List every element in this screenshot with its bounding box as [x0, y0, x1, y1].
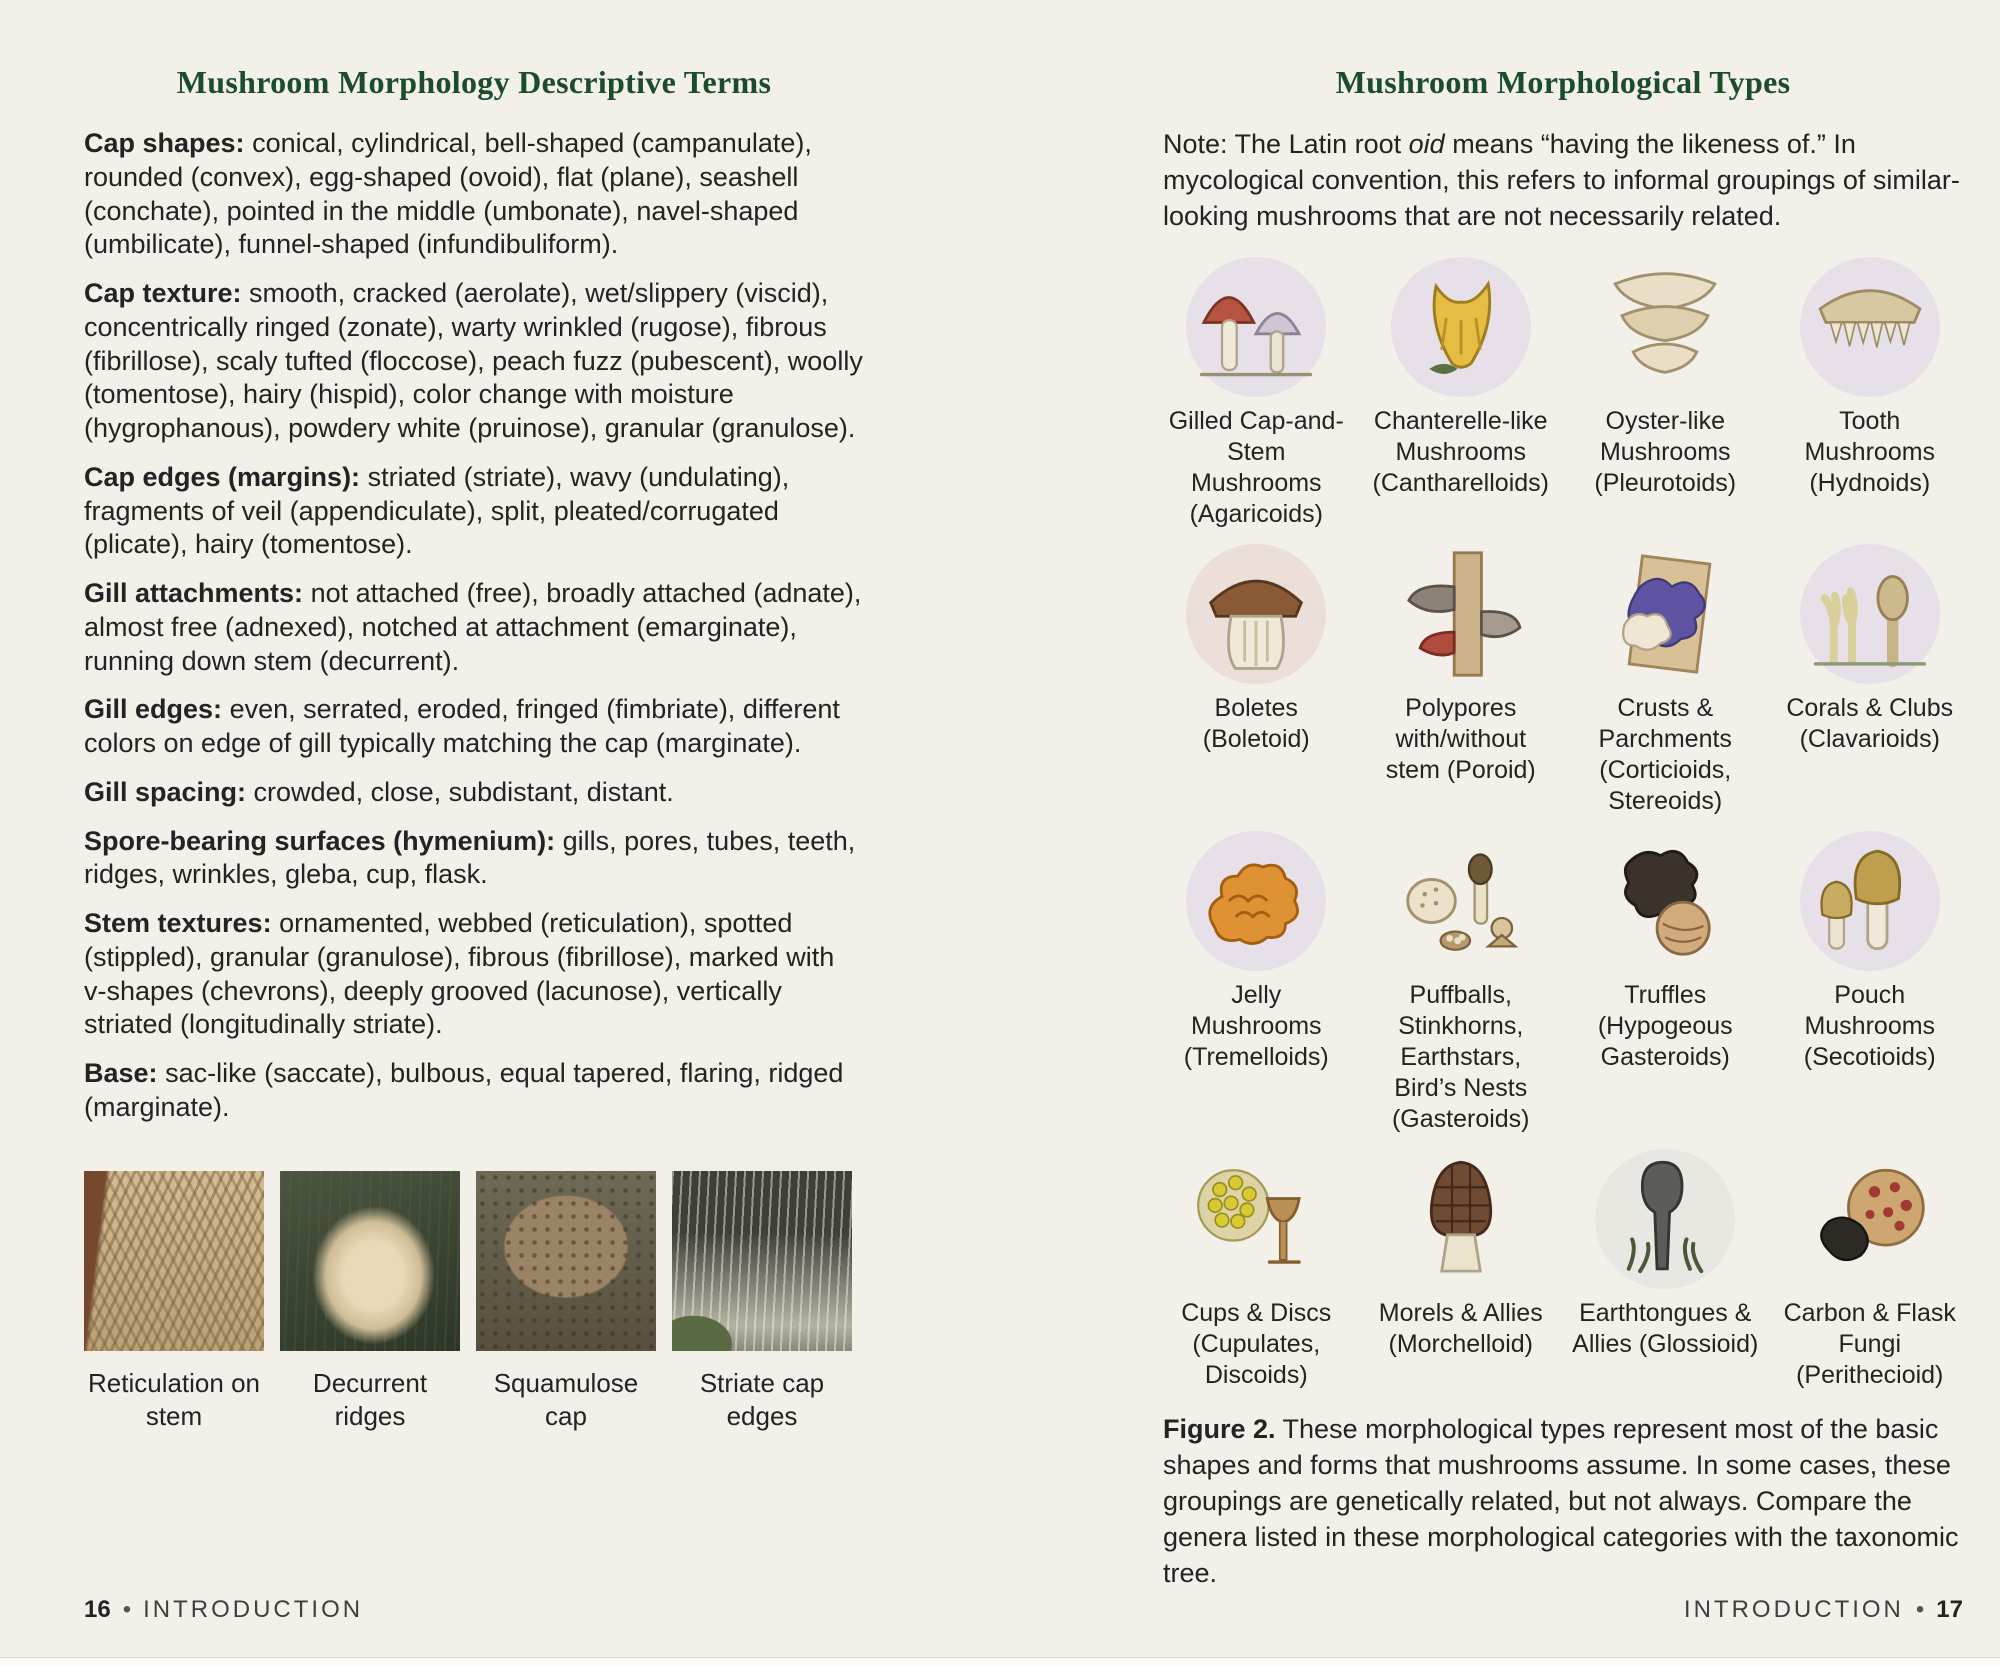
type-cell: [1777, 257, 1964, 530]
tremelloid-illustration: [1188, 833, 1324, 969]
right-page-number: 17: [1936, 1596, 1963, 1623]
illustration-wrap: [1800, 831, 1940, 971]
illustration-wrap: [1595, 257, 1735, 397]
term-item: [84, 1057, 864, 1125]
illustration-wrap: [1186, 831, 1326, 971]
type-caption: Morels & Allies (Morchelloid): [1378, 1298, 1543, 1358]
term-label: Cap shapes:: [84, 128, 245, 158]
note-prefix: Note: The Latin root: [1163, 129, 1409, 159]
type-cell: [1368, 1149, 1555, 1391]
note-italic-term: oid: [1408, 129, 1445, 159]
illustration-wrap: [1391, 831, 1531, 971]
illustration-wrap: [1391, 1149, 1531, 1289]
pleurotoid-illustration: [1597, 259, 1733, 395]
morchelloid-illustration: [1393, 1151, 1529, 1287]
type-caption: Earthtongues & Allies (Glossioid): [1572, 1298, 1759, 1358]
type-cell: [1777, 1149, 1964, 1391]
term-item: [84, 825, 864, 893]
term-text: striated (striate), wavy (undulating), fragments of veil (appendiculate), split, pleated/corrugated (plicate), hairy (tomentose).: [84, 461, 790, 560]
cupulate-illustration: [1188, 1151, 1324, 1287]
illustration-wrap: [1186, 544, 1326, 684]
photo-caption: Striate cap edges: [699, 1367, 825, 1431]
right-footer-section: INTRODUCTION: [1683, 1596, 1904, 1623]
type-cell: [1777, 544, 1964, 817]
type-caption: Truffles (Hypogeous Gasteroids): [1597, 980, 1733, 1071]
agaricoid-illustration: [1188, 259, 1324, 395]
truffle-illustration: [1597, 833, 1733, 969]
figure-text: These morphological types represent most of the basic shapes and forms that mushrooms assume. In some cases, these groupings are genetically related, but not always. Compare the genera listed in these morphological categories with the taxonomic tree.: [1163, 1413, 1959, 1589]
illustration-wrap: [1186, 1149, 1326, 1289]
photo-figure: [476, 1171, 656, 1434]
terms-list: [84, 127, 864, 1125]
term-label: Gill spacing:: [84, 776, 247, 807]
type-cell: [1163, 257, 1350, 530]
type-cell: [1572, 1149, 1759, 1391]
right-page-footer: [1163, 1596, 1963, 1624]
term-item: [84, 127, 864, 262]
figure-caption: [1163, 1411, 1963, 1592]
illustration-wrap: [1186, 257, 1326, 397]
corticioid-illustration: [1597, 546, 1733, 682]
term-text: even, serrated, eroded, fringed (fimbriate), different colors on edge of gill typically matching the cap (marginate).: [84, 694, 840, 758]
illustration-wrap: [1800, 544, 1940, 684]
note-paragraph: [1163, 127, 1963, 235]
squamulose-cap-photo: [476, 1171, 656, 1351]
term-label: Base:: [84, 1058, 158, 1088]
type-cell: [1572, 257, 1759, 530]
term-label: Gill edges:: [84, 694, 223, 725]
photo-caption: Decurrent ridges: [312, 1367, 428, 1431]
type-cell: [1368, 831, 1555, 1135]
type-cell: [1572, 831, 1759, 1135]
type-caption: Jelly Mushrooms (Tremelloids): [1183, 980, 1329, 1071]
gasteroid-illustration: [1393, 833, 1529, 969]
type-cell: [1368, 257, 1555, 530]
term-item: [84, 277, 864, 446]
note-suffix: means “having the likeness of.” In mycological convention, this refers to informal groupings of similar-looking mushrooms that are not necessarily related.: [1163, 129, 1960, 231]
type-caption: Puffballs, Stinkhorns, Earthstars, Bird’s Nests (Gasteroids): [1391, 980, 1530, 1133]
term-item: [84, 776, 864, 810]
type-caption: Gilled Cap-and-Stem Mushrooms (Agaricoids): [1168, 406, 1344, 528]
type-caption: Pouch Mushrooms (Secotioids): [1803, 980, 1936, 1071]
type-caption: Corals & Clubs (Clavarioids): [1786, 693, 1954, 753]
type-caption: Chanterelle-like Mushrooms (Cantharelloids): [1372, 406, 1549, 497]
type-caption: Cups & Discs (Cupulates, Discoids): [1181, 1298, 1332, 1389]
term-label: Spore-bearing surfaces (hymenium):: [84, 825, 556, 856]
type-caption: Tooth Mushrooms (Hydnoids): [1804, 406, 1936, 497]
term-item: [84, 907, 864, 1042]
term-label: Gill attachments:: [84, 578, 304, 608]
striate-cap-edges-photo: [672, 1171, 852, 1351]
type-grid: [1163, 257, 1963, 1391]
term-text: ornamented, webbed (reticulation), spotted (stippled), granular (granulose), fibrous (fibrillose), marked with v-shapes (chevrons), deeply grooved (lacunose), vertically striated (longitudinally striate).: [84, 908, 835, 1040]
glossioid-illustration: [1597, 1151, 1733, 1287]
type-cell: [1163, 831, 1350, 1135]
left-page-title: Mushroom Morphology Descriptive Terms: [176, 64, 772, 100]
illustration-wrap: [1595, 544, 1735, 684]
term-item: [84, 461, 864, 562]
footer-separator: •: [122, 1596, 132, 1623]
term-label: Cap edges (margins):: [84, 461, 361, 492]
illustration-wrap: [1391, 544, 1531, 684]
boletoid-illustration: [1188, 546, 1324, 682]
photo-row: [84, 1171, 864, 1434]
page-right: [1163, 64, 1963, 1619]
type-cell: [1163, 1149, 1350, 1391]
clavarioid-illustration: [1802, 546, 1938, 682]
type-cell: [1572, 544, 1759, 817]
photo-caption: Reticulation on stem: [88, 1367, 260, 1431]
secotioid-illustration: [1802, 833, 1938, 969]
reticulation-stem-photo: [84, 1171, 264, 1351]
left-page-number: 16: [84, 1596, 111, 1623]
term-text: conical, cylindrical, bell-shaped (campanulate), rounded (convex), egg-shaped (ovoid), flat (plane), seashell (conchate), pointed in the middle (umbonate), navel-shaped (umbilicate), funnel-shaped (infundibuliform).: [84, 128, 812, 260]
photo-figure: [84, 1171, 264, 1434]
term-label: Stem textures:: [84, 908, 272, 938]
term-text: crowded, close, subdistant, distant.: [253, 776, 674, 807]
term-text: gills, pores, tubes, teeth, ridges, wrinkles, gleba, cup, flask.: [84, 825, 856, 890]
illustration-wrap: [1595, 831, 1735, 971]
left-page-footer: [84, 1596, 363, 1624]
poroid-illustration: [1393, 546, 1529, 682]
right-page-title: Mushroom Morphological Types: [1335, 64, 1791, 100]
figure-label: Figure 2.: [1163, 1413, 1276, 1444]
illustration-wrap: [1391, 257, 1531, 397]
photo-figure: [280, 1171, 460, 1434]
type-caption: Polypores with/without stem (Poroid): [1385, 693, 1536, 784]
type-caption: Oyster-like Mushrooms (Pleurotoids): [1594, 406, 1737, 497]
left-footer-section: INTRODUCTION: [143, 1596, 364, 1623]
type-cell: [1368, 544, 1555, 817]
term-label: Cap texture:: [84, 278, 242, 308]
type-caption: Crusts & Parchments (Corticioids, Stereoids): [1598, 693, 1732, 815]
term-text: sac-like (saccate), bulbous, equal tapered, flaring, ridged (marginate).: [84, 1058, 844, 1122]
footer-separator: •: [1915, 1596, 1925, 1623]
term-text: not attached (free), broadly attached (adnate), almost free (adnexed), notched at attachment (emarginate), running down stem (decurrent).: [84, 578, 862, 676]
illustration-wrap: [1800, 1149, 1940, 1289]
decurrent-ridges-photo: [280, 1171, 460, 1351]
photo-caption: Squamulose cap: [493, 1367, 639, 1431]
type-caption: Carbon & Flask Fungi (Perithecioid): [1783, 1298, 1956, 1389]
hydnoid-illustration: [1802, 259, 1938, 395]
term-item: [84, 693, 864, 761]
term-text: smooth, cracked (aerolate), wet/slippery (viscid), concentrically ringed (zonate), warty wrinkled (rugose), fibrous (fibrillose), scaly tufted (floccose), peach fuzz (pubescent), woolly (tomentose), hairy (hispid), color change with moisture (hygrophanous), powdery white (pruinose), granular (granulose).: [84, 278, 863, 443]
type-cell: [1163, 544, 1350, 817]
photo-figure: [672, 1171, 852, 1434]
term-item: [84, 577, 864, 678]
cantharelloid-illustration: [1393, 259, 1529, 395]
type-cell: [1777, 831, 1964, 1135]
illustration-wrap: [1595, 1149, 1735, 1289]
perithecioid-illustration: [1802, 1151, 1938, 1287]
illustration-wrap: [1800, 257, 1940, 397]
type-caption: Boletes (Boletoid): [1202, 693, 1310, 753]
page-left: [84, 64, 864, 1433]
